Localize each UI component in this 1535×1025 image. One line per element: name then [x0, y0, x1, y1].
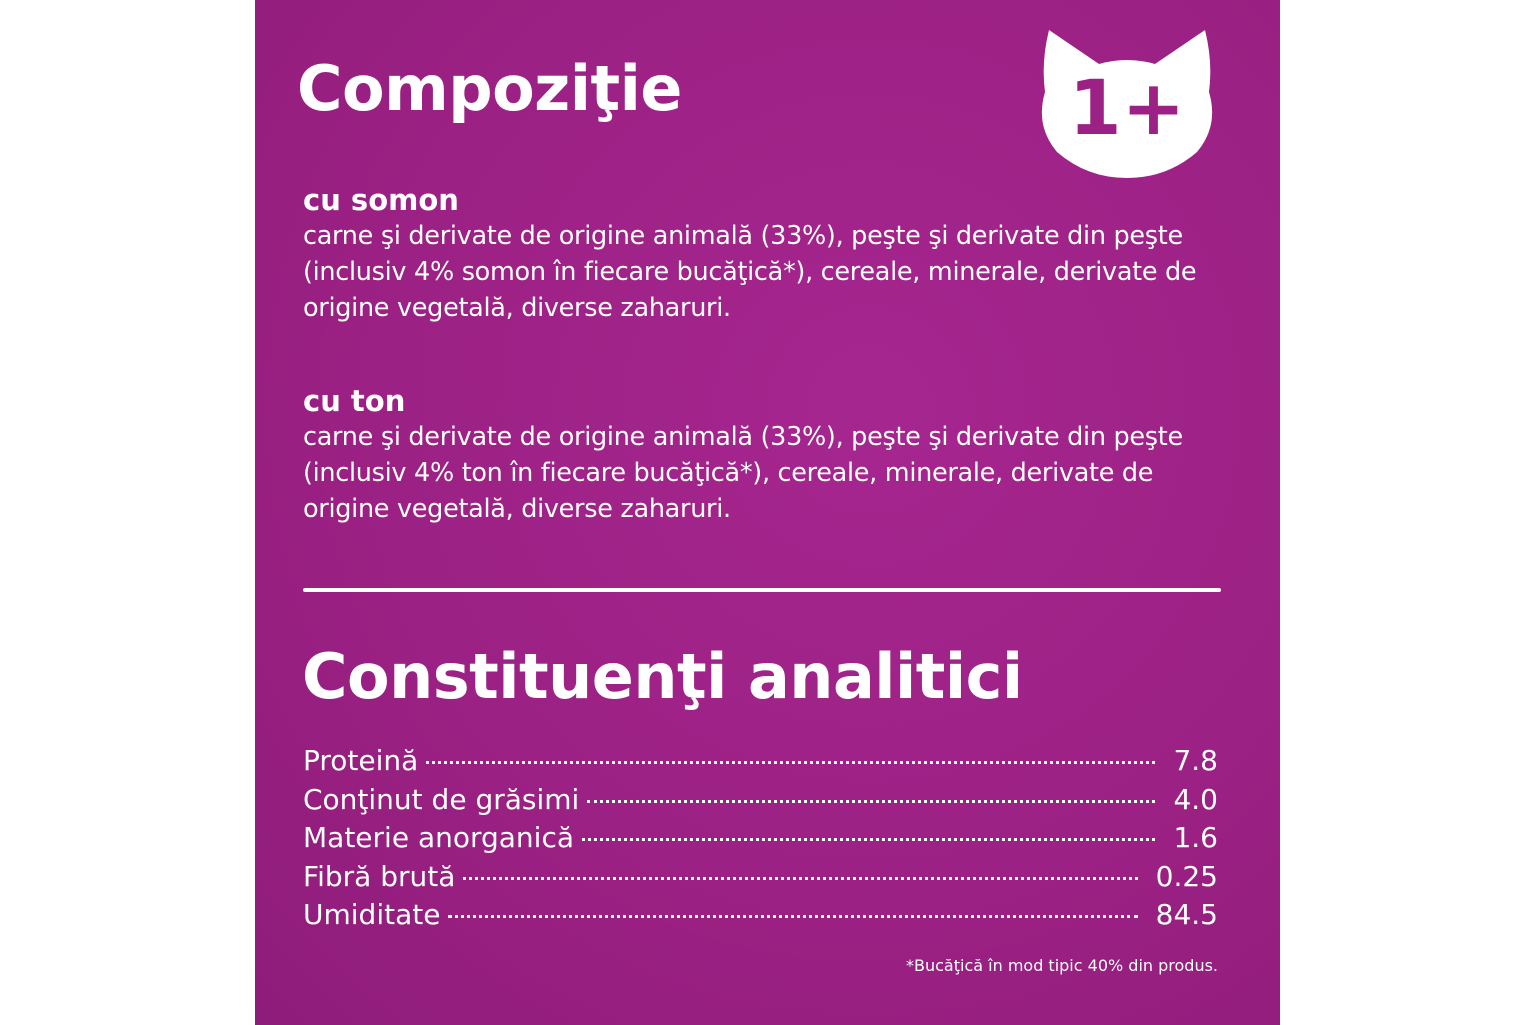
section-tuna-name: cu ton: [303, 384, 406, 418]
section-salmon-name: cu somon: [303, 183, 459, 217]
row-value: 1.6: [1173, 821, 1218, 854]
dot-leader: [582, 838, 1155, 841]
row-label: Fibră brută: [303, 859, 456, 893]
age-badge: [1037, 22, 1217, 178]
table-row: [303, 860, 1218, 899]
section-tuna: [303, 383, 1223, 527]
table-row: [303, 783, 1218, 822]
product-info-panel: [255, 0, 1280, 1025]
row-label: Proteină: [303, 744, 419, 777]
row-value: 4.0: [1173, 782, 1218, 816]
section-tuna-text: carne şi derivate de origine animală (33%), peşte şi derivate din peşte (inclusiv 4% ton în fiecare bucăţică*), cereale, minerale, derivate de origine vegetală, diverse zaharuri.: [303, 422, 1183, 524]
composition-title: Compoziţie: [297, 52, 682, 125]
row-label: Conţinut de grăsimi: [303, 782, 580, 816]
row-value: 84.5: [1155, 898, 1218, 931]
row-label: Materie anorganică: [303, 821, 575, 854]
cat-head-icon: [1037, 22, 1217, 178]
age-badge-text: 1+: [1068, 63, 1186, 152]
analytic-table: [303, 744, 1218, 937]
table-row: [303, 744, 1218, 783]
section-salmon: [303, 182, 1223, 326]
dot-leader: [448, 915, 1137, 918]
table-row: [303, 898, 1218, 937]
row-value: 7.8: [1173, 744, 1218, 777]
row-label: Umiditate: [303, 898, 441, 931]
dot-leader: [463, 877, 1137, 880]
dot-leader: [426, 761, 1155, 764]
table-row: [303, 821, 1218, 860]
section-divider: [303, 588, 1221, 592]
dot-leader: [587, 800, 1155, 803]
analytic-title: Constituenţi analitici: [302, 640, 1023, 713]
section-salmon-text: carne şi derivate de origine animală (33%), peşte şi derivate din peşte (inclusiv 4% somon în fiecare bucăţică*), cereale, minerale, derivate de origine vegetală, diverse zaharuri.: [303, 221, 1197, 323]
footnote: *Bucăţică în mod tipic 40% din produs.: [906, 956, 1218, 975]
row-value: 0.25: [1155, 859, 1218, 893]
